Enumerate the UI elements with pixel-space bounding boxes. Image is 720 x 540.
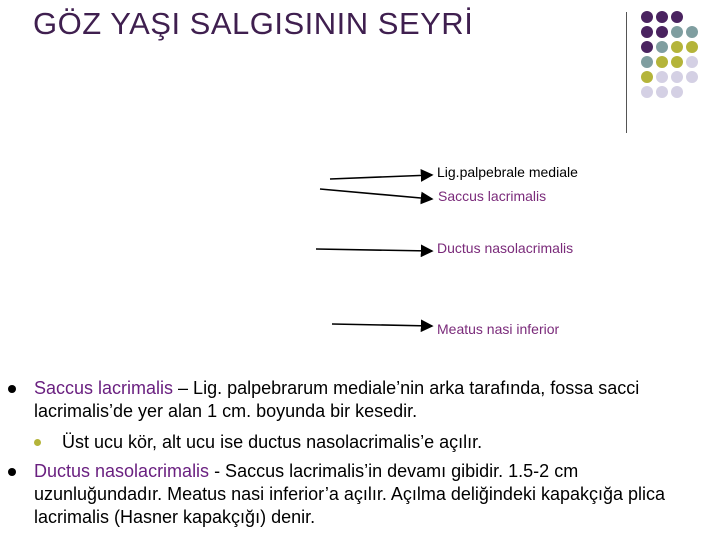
bullet-term-saccus: Saccus lacrimalis bbox=[34, 378, 174, 398]
bullet-text-saccus: – Lig. palpebrarum mediale’nin arka tarafında, fossa sacci lacrimalis’de yer alan 1 cm. boyunda bir kesedir. bbox=[34, 378, 640, 421]
arrow-lig-palpebrale bbox=[330, 175, 432, 179]
label-saccus-lacrimalis: Saccus lacrimalis bbox=[438, 188, 547, 204]
arrow-meatus-nasi bbox=[332, 324, 432, 326]
bullet-item-saccus bbox=[34, 377, 704, 423]
slide-title: GÖZ YAŞI SALGISININ SEYRİ bbox=[33, 6, 474, 41]
bullet-item-ductus bbox=[34, 460, 704, 529]
label-ductus-nasolacrimalis: Ductus nasolacrimalis bbox=[437, 240, 574, 256]
arrow-saccus-lacrimalis bbox=[320, 189, 432, 199]
label-lig-palpebrale: Lig.palpebrale mediale bbox=[437, 164, 578, 180]
bullet-text-ductus: - Saccus lacrimalis’in devamı gibidir. 1.5-2 cm uzunluğundadır. Meatus nasi inferior’a açılır. Açılma deliğindeki kapakçığa plica lacrimalis (Hasner kapakçığı) denir. bbox=[34, 461, 666, 527]
label-meatus-nasi: Meatus nasi inferior bbox=[437, 321, 560, 337]
sub-bullet-item: Üst ucu kör, alt ucu ise ductus nasolacrimalis’e açılır. bbox=[62, 432, 483, 452]
arrow-ductus-nasolacrimalis bbox=[316, 249, 432, 251]
bullet-marker bbox=[8, 468, 16, 476]
bullet-term-ductus: Ductus nasolacrimalis bbox=[34, 461, 210, 481]
bullet-marker bbox=[8, 385, 16, 393]
sub-bullet-marker bbox=[34, 439, 41, 446]
